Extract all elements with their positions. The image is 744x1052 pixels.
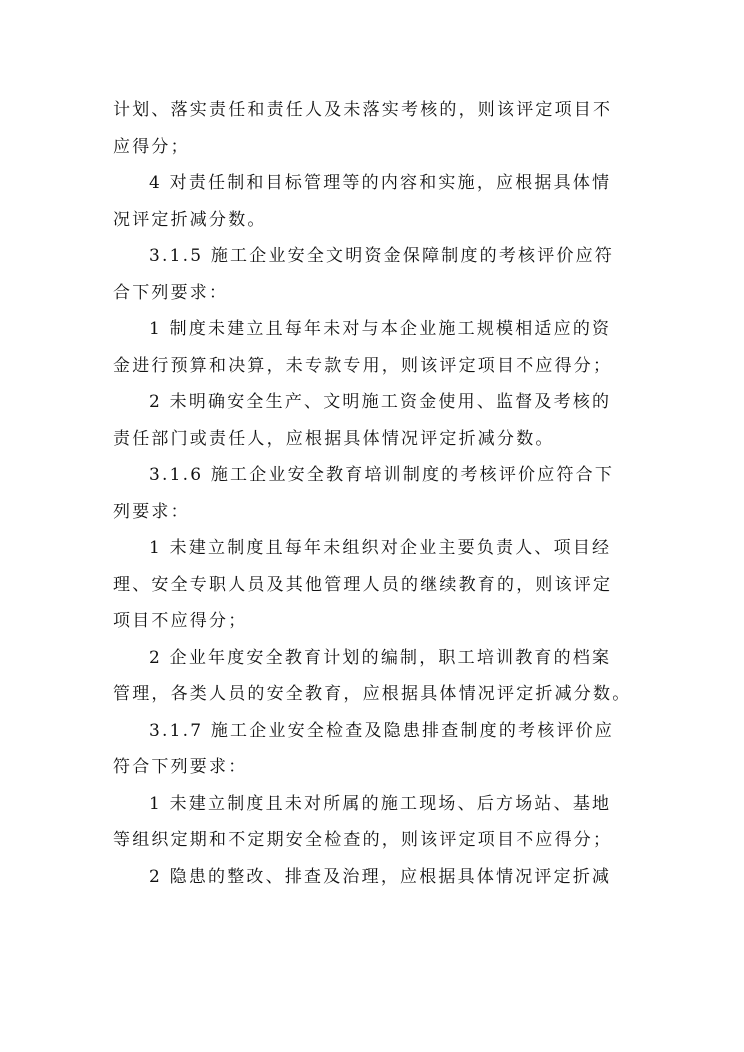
paragraph-7 bbox=[113, 530, 633, 640]
paragraph-2 bbox=[113, 165, 633, 238]
paragraph-6 bbox=[113, 457, 633, 530]
text-line: 责任部门或责任人，应根据具体情况评定折减分数。 bbox=[113, 428, 555, 449]
paragraph-1 bbox=[113, 92, 633, 165]
text-line: 符合下列要求： bbox=[113, 757, 248, 777]
paragraph-9 bbox=[113, 713, 633, 786]
paragraph-3 bbox=[113, 238, 633, 311]
text-line: 计划、落实责任和责任人及未落实考核的，则该评定项目不 bbox=[113, 100, 613, 120]
text-line: 况评定折减分数。 bbox=[113, 209, 267, 230]
text-line: 2 企业年度安全教育计划的编制，职工培训教育的档案 bbox=[149, 647, 612, 668]
paragraph-8 bbox=[113, 640, 633, 713]
text-line: 2 隐患的整改、排查及治理，应根据具体情况评定折减 bbox=[149, 866, 612, 887]
text-line: 2 未明确安全生产、文明施工资金使用、监督及考核的 bbox=[149, 392, 612, 412]
text-line: 合下列要求： bbox=[113, 282, 229, 303]
text-line: 1 制度未建立且每年未对与本企业施工规模相适应的资 bbox=[149, 319, 612, 339]
paragraph-11 bbox=[113, 859, 633, 896]
body-text bbox=[113, 92, 633, 895]
text-line: 理、安全专职人员及其他管理人员的继续教育的，则该评定 bbox=[113, 574, 613, 595]
text-line: 金进行预算和决算，未专款专用，则该评定项目不应得分； bbox=[113, 355, 613, 376]
paragraph-10 bbox=[113, 786, 633, 859]
text-line: 应得分； bbox=[113, 136, 190, 157]
text-line: 4 对责任制和目标管理等的内容和实施，应根据具体情 bbox=[149, 173, 612, 193]
text-line: 1 未建立制度且每年未组织对企业主要负责人、项目经 bbox=[149, 538, 612, 558]
text-line: 项目不应得分； bbox=[113, 611, 248, 631]
text-line: 3.1.5 施工企业安全文明资金保障制度的考核评价应符 bbox=[149, 246, 615, 266]
paragraph-4 bbox=[113, 311, 633, 384]
text-line: 管理，各类人员的安全教育，应根据具体情况评定折减分数。 bbox=[113, 684, 632, 704]
paragraph-5 bbox=[113, 384, 633, 457]
text-line: 等组织定期和不定期安全检查的，则该评定项目不应得分； bbox=[113, 830, 613, 850]
text-line: 3.1.7 施工企业安全检查及隐患排查制度的考核评价应 bbox=[149, 720, 615, 741]
text-line: 列要求： bbox=[113, 501, 190, 522]
text-line: 3.1.6 施工企业安全教育培训制度的考核评价应符合下 bbox=[149, 465, 615, 485]
text-line: 1 未建立制度且未对所属的施工现场、后方场站、基地 bbox=[149, 793, 612, 814]
